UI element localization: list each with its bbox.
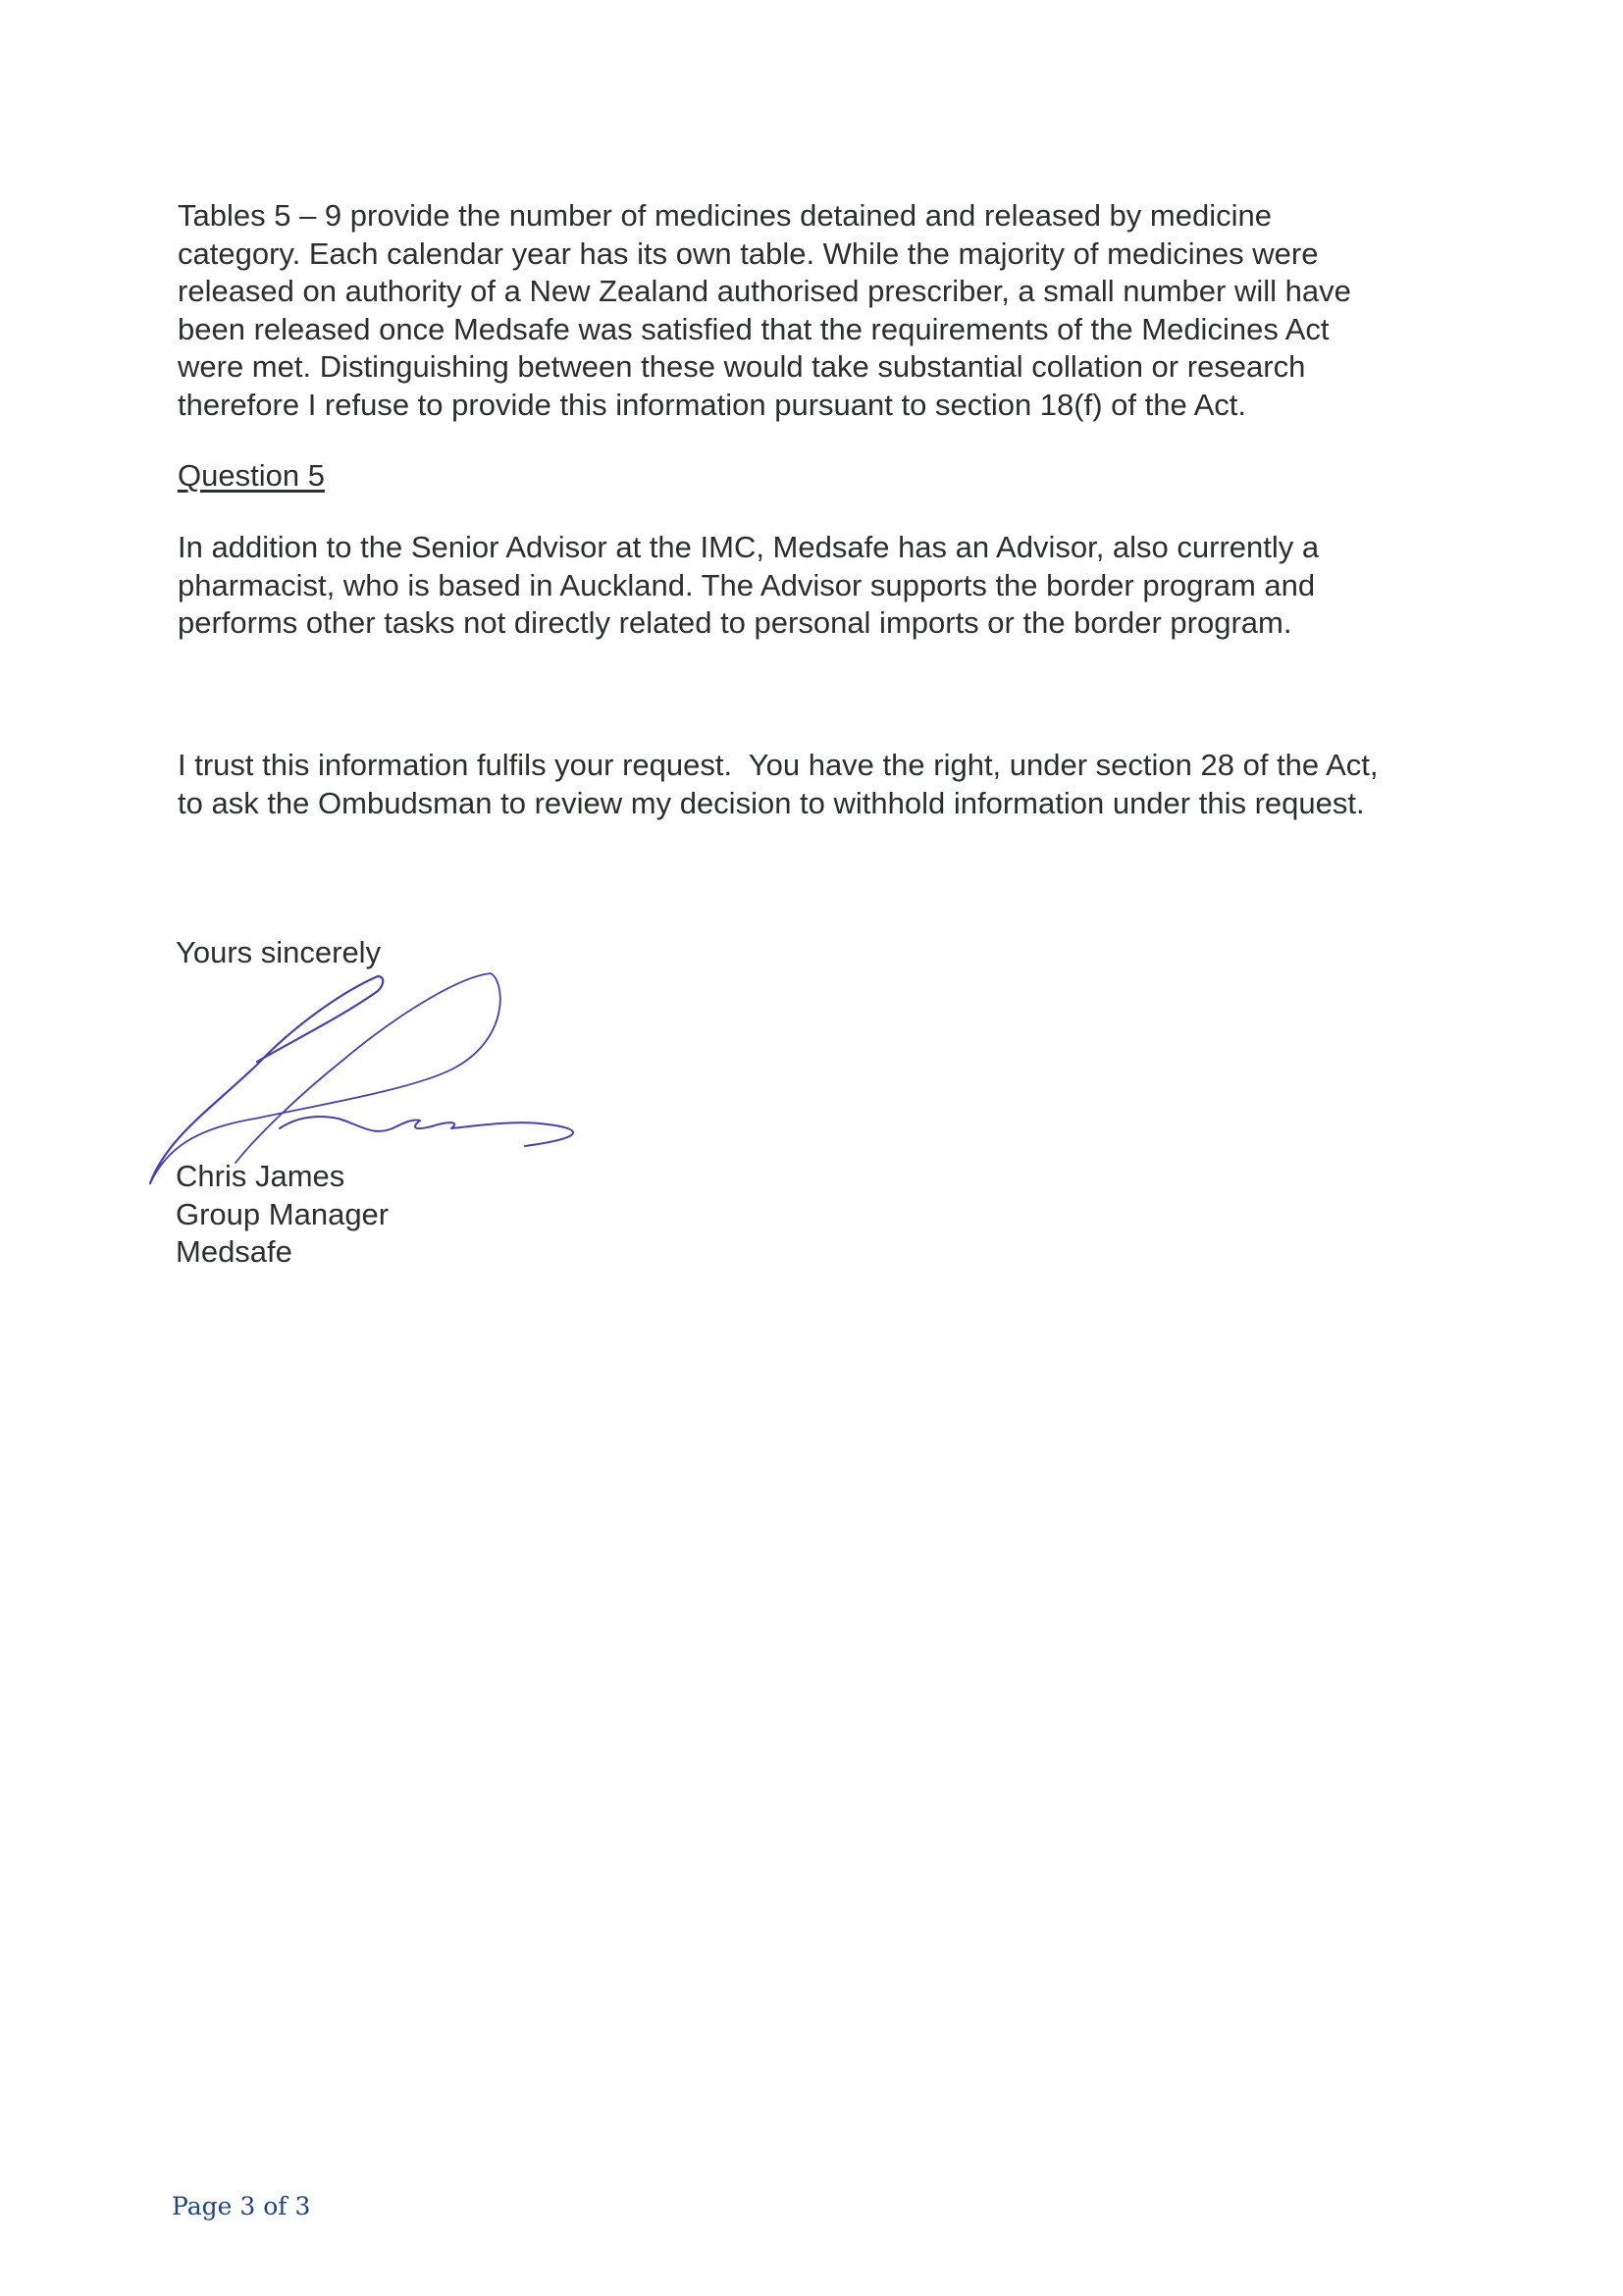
- text-line: been released once Medsafe was satisfied that the requirements of the Medicines Act: [178, 311, 1330, 346]
- signature-stroke: [280, 1117, 573, 1146]
- closing-salutation: Yours sincerely: [176, 935, 382, 969]
- text-line: In addition to the Senior Advisor at the IMC, Medsafe has an Advisor, also currently a: [178, 530, 1320, 564]
- signatory-title: Group Manager: [176, 1196, 390, 1231]
- text-line: Tables 5 – 9 provide the number of medicines detained and released by medicine: [178, 198, 1272, 233]
- text-line: I trust this information fulfils your request. You have the right, under section 28 of the Act,: [178, 748, 1379, 782]
- signature-stroke: [150, 973, 500, 1183]
- text-line: to ask the Ombudsman to review my decision to withhold information under this request.: [178, 785, 1365, 820]
- paragraph-advisor: [178, 529, 1319, 643]
- page-number: Page 3 of 3: [172, 2192, 311, 2220]
- signatory-name: Chris James: [176, 1159, 345, 1193]
- question-heading: Question 5: [178, 458, 325, 493]
- paragraph-tables-explanation: [178, 197, 1351, 425]
- signature-block: [176, 1158, 389, 1272]
- text-line: category. Each calendar year has its own table. While the majority of medicines were: [178, 235, 1319, 271]
- signatory-organisation: Medsafe: [176, 1234, 292, 1270]
- paragraph-ombudsman: [178, 747, 1378, 822]
- text-line: were met. Distinguishing between these would take substantial collation or research: [178, 349, 1306, 385]
- text-line: pharmacist, who is based in Auckland. The Advisor supports the border program and: [178, 567, 1316, 602]
- text-line: performs other tasks not directly related to personal imports or the border program.: [178, 605, 1292, 641]
- text-line: released on authority of a New Zealand authorised prescriber, a small number will have: [178, 274, 1351, 309]
- text-line: therefore I refuse to provide this information pursuant to section 18(f) of the Act.: [178, 387, 1247, 422]
- signature-stroke: [150, 976, 383, 1183]
